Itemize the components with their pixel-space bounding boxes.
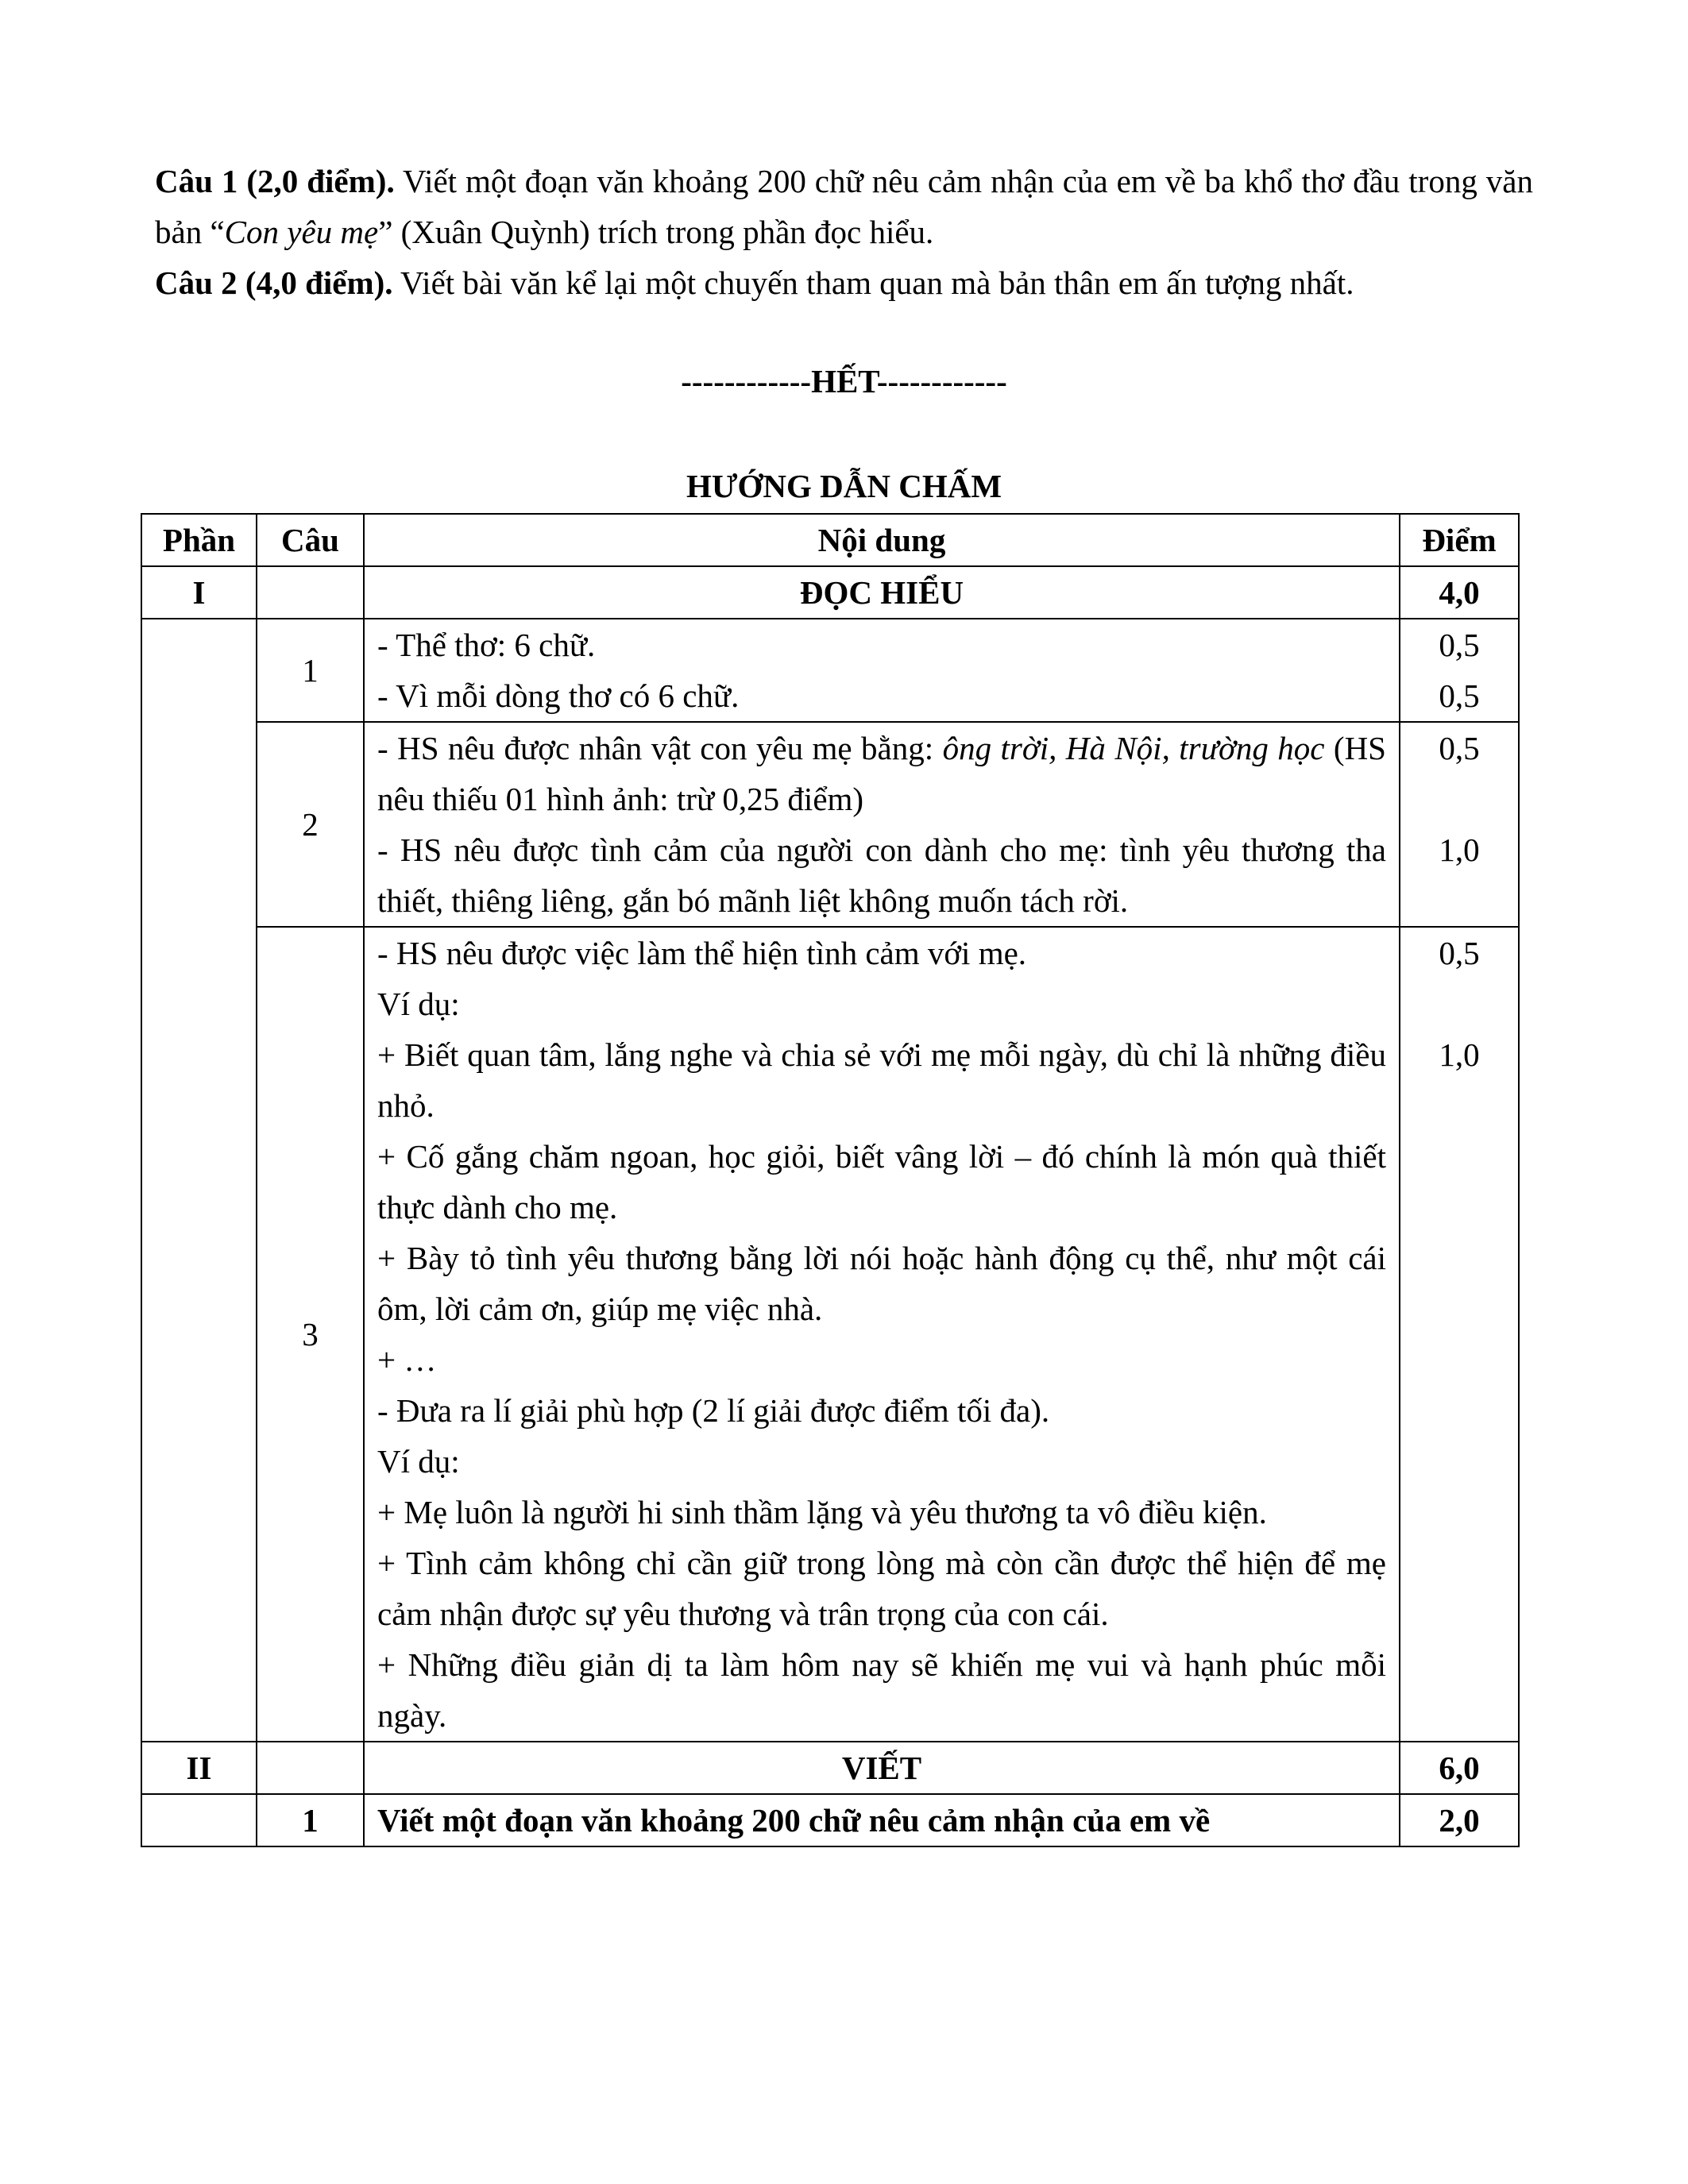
- answer-2-score-2: 1,0: [1439, 832, 1480, 868]
- table-row: [141, 722, 1519, 927]
- part-2-score: 6,0: [1400, 1742, 1519, 1794]
- answer-1-content: [364, 619, 1400, 722]
- answer-1-score-1: 0,5: [1439, 627, 1480, 663]
- answer-3-example-2: Ví dụ:: [377, 1443, 460, 1480]
- question-1-text-b: ” (Xuân Quỳnh) trích trong phần đọc hiểu.: [378, 214, 934, 250]
- answer-3-score-1: 0,5: [1439, 935, 1480, 971]
- question-2-text: Viết bài văn kể lại một chuyến tham quan mà bản thân em ấn tượng nhất.: [392, 264, 1354, 301]
- table-row: [141, 1794, 1519, 1846]
- end-marker: ------------HẾT------------: [681, 363, 1007, 399]
- answer-2-part-b: - HS nêu được tình cảm của người con dành cho mẹ: tình yêu thương tha thiết, thiêng liêng, gắn bó mãnh liệt không muốn tách rời.: [377, 832, 1386, 919]
- question-1-text-a: Viết một đoạn văn khoảng 200 chữ nêu cảm nhận của em về ba khổ thơ đầu trong văn bản “: [155, 163, 1533, 250]
- part-2-empty: [257, 1742, 364, 1794]
- answer-2-content: [364, 722, 1400, 927]
- writing-question-1-text: Viết một đoạn văn khoảng 200 chữ nêu cảm nhận của em về: [364, 1794, 1400, 1846]
- answer-3-scores: [1400, 927, 1519, 1742]
- answer-3-a1: + Biết quan tâm, lắng nghe và chia sẻ với mẹ mỗi ngày, dù chỉ là những điều nhỏ.: [377, 1036, 1386, 1124]
- header-score: Điểm: [1400, 514, 1519, 566]
- part-1-row: [141, 566, 1519, 619]
- answer-1-scores: [1400, 619, 1519, 722]
- answer-3-b3: + Những điều giản dị ta làm hôm nay sẽ khiến mẹ vui và hạnh phúc mỗi ngày.: [377, 1646, 1386, 1734]
- question-1: [155, 156, 1533, 257]
- question-2-label: Câu 2 (4,0 điểm).: [155, 264, 393, 301]
- table-row: [141, 927, 1519, 1742]
- answer-3-b: - Đưa ra lí giải phù hợp (2 lí giải được điểm tối đa).: [377, 1392, 1050, 1429]
- answer-3-example-1: Ví dụ:: [377, 986, 460, 1022]
- answer-3-b2: + Tình cảm không chỉ cần giữ trong lòng mà còn cần được thể hiện để mẹ cảm nhận được sự yêu thương và trân trọng của con cái.: [377, 1545, 1386, 1632]
- question-1-title: Con yêu mẹ: [224, 214, 379, 250]
- part-1-span-cell: [141, 619, 257, 1742]
- answer-2-score-1: 0,5: [1439, 730, 1480, 766]
- question-num-1: 1: [257, 619, 364, 722]
- answer-2-a-em: ông trời, Hà Nội, trường học: [942, 730, 1325, 766]
- answer-2-a-post: (HS nêu thiếu 01 hình ảnh: trừ 0,25 điểm): [377, 730, 1386, 817]
- answer-3-a2: + Cố gắng chăm ngoan, học giỏi, biết vâng lời – đó chính là món quà thiết thực dành cho mẹ.: [377, 1138, 1386, 1225]
- answer-1-line-2: - Vì mỗi dòng thơ có 6 chữ.: [377, 677, 740, 714]
- part-1-score: 4,0: [1400, 566, 1519, 619]
- writing-question-1-score: 2,0: [1400, 1794, 1519, 1846]
- answer-3-content: [364, 927, 1400, 1742]
- answer-3-score-2: 1,0: [1439, 1036, 1480, 1073]
- table-header-row: [141, 514, 1519, 566]
- header-part: Phần: [141, 514, 257, 566]
- part-2-row: [141, 1742, 1519, 1794]
- table-row: [141, 619, 1519, 722]
- header-content: Nội dung: [364, 514, 1400, 566]
- answer-3-b1: + Mẹ luôn là người hi sinh thầm lặng và yêu thương ta vô điều kiện.: [377, 1494, 1267, 1530]
- part-2-label: II: [141, 1742, 257, 1794]
- writing-empty: [141, 1794, 257, 1846]
- part-1-title: ĐỌC HIỂU: [364, 566, 1400, 619]
- header-question: Câu: [257, 514, 364, 566]
- answer-1-score-2: 0,5: [1439, 677, 1480, 714]
- writing-question-num-1: 1: [257, 1794, 364, 1846]
- answer-2-part-a: [377, 723, 1386, 824]
- part-1-label: I: [141, 566, 257, 619]
- grading-table: [141, 513, 1520, 1847]
- question-1-label: Câu 1 (2,0 điểm).: [155, 163, 395, 199]
- question-2: [155, 257, 1533, 308]
- answer-1-line-1: - Thể thơ: 6 chữ.: [377, 627, 596, 663]
- answer-2-a-pre: - HS nêu được nhân vật con yêu mẹ bằng:: [377, 730, 943, 766]
- question-num-2: 2: [257, 722, 364, 927]
- guide-title: HƯỚNG DẪN CHẤM: [686, 468, 1002, 504]
- part-2-title: VIẾT: [364, 1742, 1400, 1794]
- answer-3-a: - HS nêu được việc làm thể hiện tình cảm với mẹ.: [377, 935, 1027, 971]
- part-1-empty: [257, 566, 364, 619]
- question-num-3: 3: [257, 927, 364, 1742]
- answer-2-scores: [1400, 722, 1519, 927]
- answer-3-a4: + …: [377, 1341, 437, 1378]
- answer-3-a3: + Bày tỏ tình yêu thương bằng lời nói hoặc hành động cụ thể, như một cái ôm, lời cảm ơn, giúp mẹ việc nhà.: [377, 1240, 1386, 1327]
